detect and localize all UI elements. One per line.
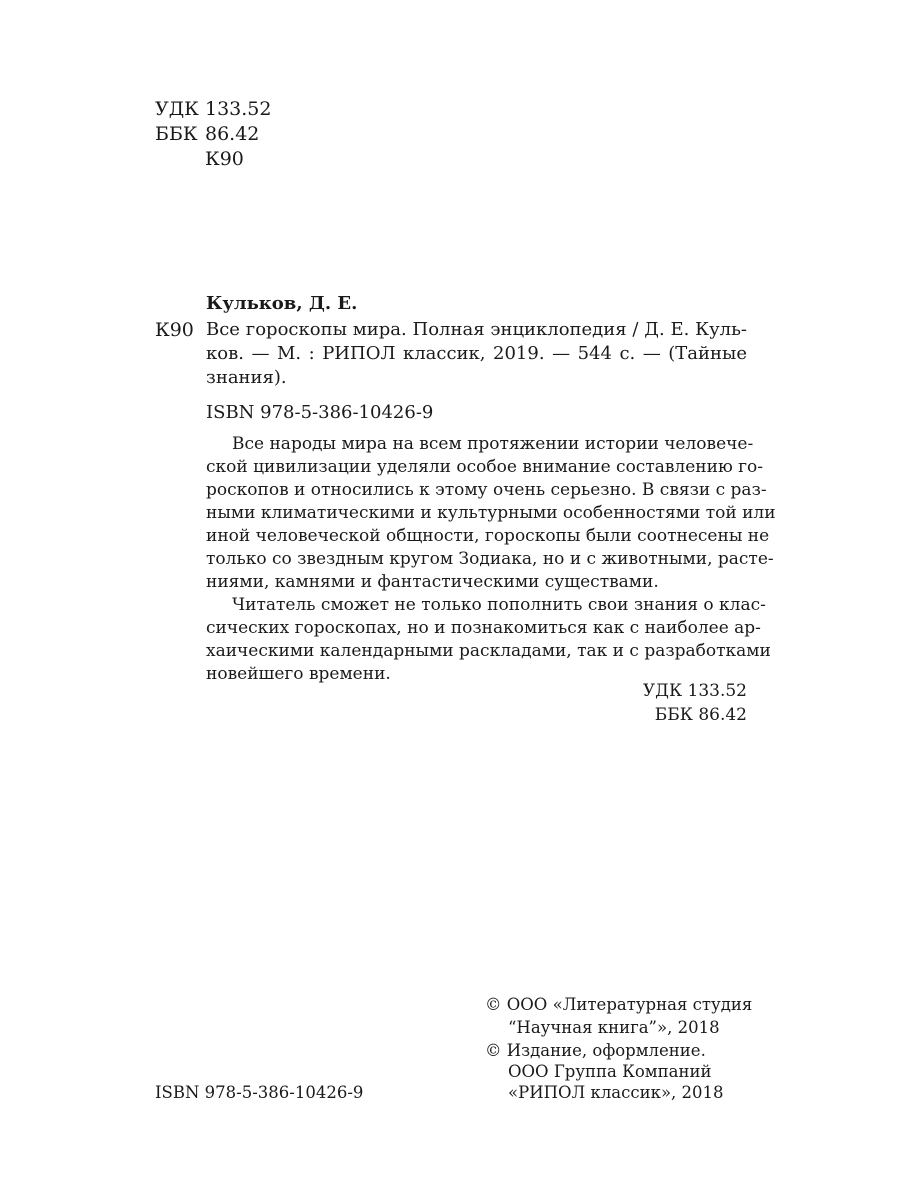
annotation-line: ниями, камнями и фантастическими существами. — [206, 572, 659, 592]
annotation-line: иной человеческой общности, гороскопы были соотнесены не — [206, 526, 770, 546]
description-line: знания). — [206, 367, 287, 388]
annotation-line: сических гороскопах, но и познакомиться как с наиболее ар- — [206, 618, 761, 638]
annotation-bbk: ББК 86.42 — [654, 705, 747, 725]
copyright-line: «РИПОЛ классик», 2018 — [508, 1083, 724, 1102]
annotation-line: ными климатическими и культурными особенностями той или — [206, 503, 776, 523]
description-line: Все гороскопы мира. Полная энциклопедия / Д. Е. Куль- — [206, 319, 747, 340]
copyright-line: © Издание, оформление. — [485, 1041, 706, 1060]
bbk-label: ББК — [155, 123, 198, 145]
bbk-value: 86.42 — [205, 123, 260, 145]
annotation-line: Читатель сможет не только пополнить свои знания о клас- — [232, 595, 766, 615]
udk-value: 133.52 — [205, 98, 272, 120]
author-mark-side: К90 — [155, 319, 194, 341]
isbn-record: ISBN 978-5-386-10426-9 — [206, 402, 434, 423]
isbn-footer: ISBN 978-5-386-10426-9 — [155, 1083, 364, 1102]
copyright-line: “Научная книга”», 2018 — [508, 1018, 720, 1037]
author-name: Кульков, Д. Е. — [206, 293, 358, 314]
author-mark-top: К90 — [205, 148, 244, 170]
annotation-line: роскопов и относились к этому очень серьезно. В связи с раз- — [206, 480, 767, 500]
annotation-line: только со звездным кругом Зодиака, но и с животными, расте- — [206, 549, 774, 569]
annotation-line: Все народы мира на всем протяжении истории человече- — [232, 434, 754, 454]
annotation-line: новейшего времени. — [206, 664, 391, 684]
copyright-line: ООО Группа Компаний — [508, 1062, 712, 1081]
udk-label: УДК — [155, 98, 199, 120]
annotation-line: хаическими календарными раскладами, так и с разработками — [206, 641, 771, 661]
annotation-udk: УДК 133.52 — [642, 681, 747, 701]
annotation-line: ской цивилизации уделяли особое внимание составлению го- — [206, 457, 764, 477]
copyright-line: © ООО «Литературная студия — [485, 995, 753, 1014]
description-line: ков. — М. : РИПОЛ классик, 2019. — 544 с. — (Тайные — [206, 343, 747, 364]
